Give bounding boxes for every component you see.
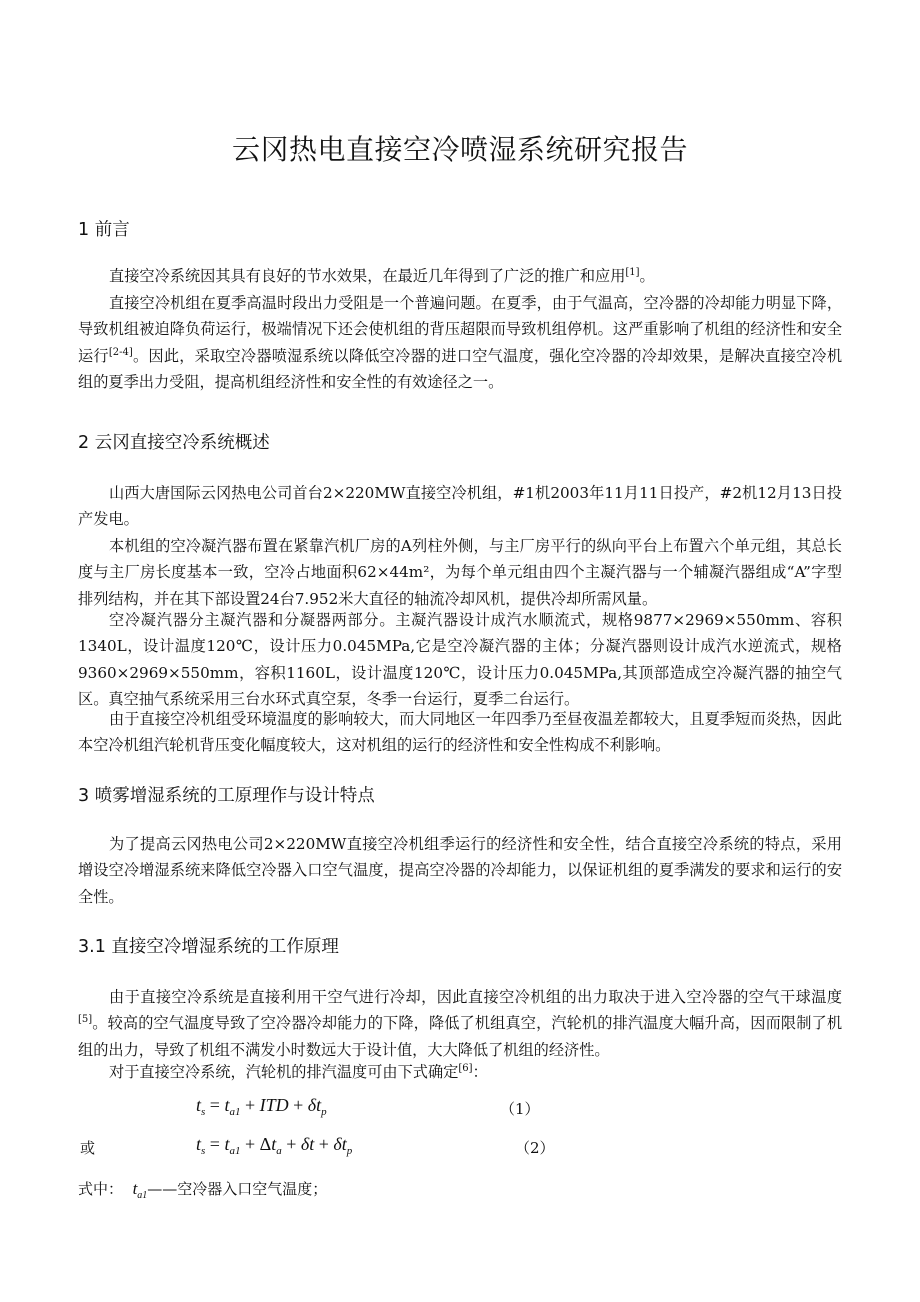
section-3-paragraph-1: 为了提高云冈热电公司2×220MW直接空冷机组季运行的经济性和安全性，结合直接空冷系统的特点，采用增设空冷增湿系统来降低空冷器入口空气温度，提高空冷器的冷却能力，以保证机组的夏季满发的要求和运行的安全性。 bbox=[78, 835, 842, 906]
section-1-paragraph-2: 直接空冷机组在夏季高温时段出力受阻是一个普遍问题。在夏季，由于气温高，空冷器的冷却能力明显下降，导致机组被迫降负荷运行，极端情况下还会使机组的背压超限而导致机组停机。这严重影响了机组的经济性和安全运行[2-4]。因此，采取空冷器喷湿系统以降低空冷器的进口空气温度，强化空冷器的冷却效果，是解决直接空冷机组的夏季出力受阻，提高机组经济性和安全性的有效途径之一。 bbox=[78, 294, 843, 391]
section-2-paragraph-4: 由于直接空冷机组受环境温度的影响较大，而大同地区一年四季乃至昼夜温差都较大，且夏季短而炎热，因此本空冷机组汽轮机背压变化幅度较大，这对机组的运行的经济性和安全性构成不利影响。 bbox=[78, 710, 842, 755]
equation-2: $t_s = t_{a1} + \Delta t_a + \delta t + \delta t_p$ bbox=[196, 1134, 353, 1157]
equation-1: $t_s = t_{a1}$ + ITD + $\delta t_p$ bbox=[196, 1095, 327, 1118]
section-1-paragraph-1: 直接空冷系统因其具有良好的节水效果，在最近几年得到了广泛的推广和应用[1]。 bbox=[109, 267, 655, 285]
equation-1-number: （1） bbox=[500, 1100, 540, 1118]
symbol-definition: 式中： $t_{a1}——$空冷器入口空气温度； bbox=[78, 1179, 328, 1201]
section-3-1-heading: 3.1 直接空冷增湿系统的工作原理 bbox=[78, 937, 339, 957]
citation: [5] bbox=[78, 1014, 93, 1026]
citation: [2-4] bbox=[108, 346, 133, 358]
citation: [1] bbox=[625, 267, 640, 278]
page-title: 云冈热电直接空冷喷湿系统研究报告 bbox=[231, 133, 688, 166]
or-label: 或 bbox=[80, 1139, 96, 1157]
section-2-paragraph-2: 本机组的空冷凝汽器布置在紧靠汽机厂房的A列柱外侧，与主厂房平行的纵向平台上布置六个单元组，其总长度与主厂房长度基本一致，空冷占地面积62×44m²，为每个单元组由四个主凝汽器与一个辅凝汽器组成“A”字型排列结构，并在其下部设置24台7.952米大直径的轴流冷却风机，提供冷却所需风量。 bbox=[78, 537, 842, 608]
section-3-heading: 3 喷雾增湿系统的工原理作与设计特点 bbox=[78, 786, 375, 806]
section-2-paragraph-1: 山西大唐国际云冈热电公司首台2×220MW直接空冷机组，#1机2003年11月11日投产，#2机12月13日投产发电。 bbox=[78, 484, 842, 529]
section-2-paragraph-3: 空冷凝汽器分主凝汽器和分凝器两部分。主凝汽器设计成汽水顺流式，规格9877×2969×550mm、容积1340L，设计温度120℃，设计压力0.045MPa,它是空冷凝汽器的主体；分凝汽器则设计成汽水逆流式，规格9360×2969×550mm，容积1160L，设计温度120℃，设计压力0.045MPa,其顶部造成空冷凝汽器的抽空气区。真空抽气系统采用三台水环式真空泵，冬季一台运行，夏季二台运行。 bbox=[78, 611, 842, 708]
section-2-heading: 2 云冈直接空冷系统概述 bbox=[78, 433, 270, 453]
section-3-1-paragraph-2: 对于直接空冷系统，汽轮机的排汽温度可由下式确定[6]： bbox=[109, 1063, 488, 1081]
citation: [6] bbox=[458, 1063, 473, 1074]
section-1-heading: 1 前言 bbox=[78, 220, 130, 240]
section-3-1-paragraph-1: 由于直接空冷系统是直接利用干空气进行冷却，因此直接空冷机组的出力取决于进入空冷器的空气干球温度[5]。较高的空气温度导致了空冷器冷却能力的下降，降低了机组真空，汽轮机的排汽温度大幅升高，因而限制了机组的出力，导致了机组不满发小时数远大于设计值，大大降低了机组的经济性。 bbox=[78, 988, 842, 1059]
equation-2-number: （2） bbox=[515, 1139, 555, 1157]
